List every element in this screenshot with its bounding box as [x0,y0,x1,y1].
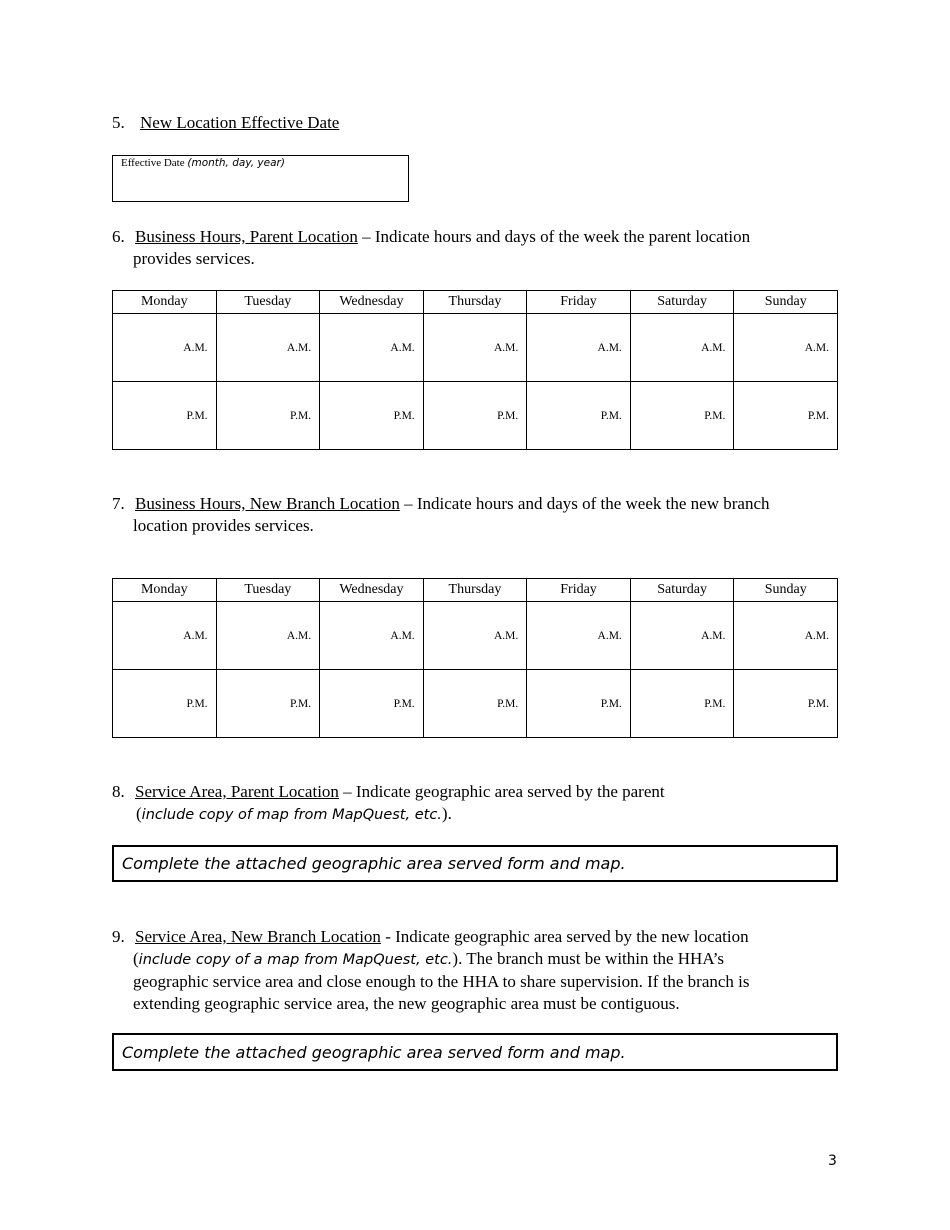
parent-am-wednesday[interactable]: A.M. [320,314,424,382]
parent-pm-saturday[interactable]: P.M. [630,382,734,450]
section-8-paren-open: ( [136,803,142,823]
parent-hours-pm-row [113,382,838,450]
branch-hours-pm-row [113,670,838,738]
section-9-text-line2 [112,948,852,972]
section-9-paren-open: ( [133,948,139,968]
section-8-map-note: include copy of map from MapQuest, etc. [141,806,442,823]
branch-hours-header-row [113,579,838,602]
branch-pm-saturday[interactable]: P.M. [630,670,734,738]
section-8-heading [112,781,852,826]
section-6-text-line2: provides services. [133,248,255,268]
branch-pm-wednesday[interactable]: P.M. [320,670,424,738]
parent-service-area-text: Complete the attached geographic area served form and map. [122,854,626,873]
section-9-map-note: include copy of a map from MapQuest, etc. [138,951,453,968]
parent-am-tuesday[interactable]: A.M. [216,314,320,382]
branch-pm-friday[interactable]: P.M. [527,670,631,738]
branch-service-area-text: Complete the attached geographic area served form and map. [122,1042,626,1062]
parent-hours-header-row [113,291,838,314]
section-7-title: Business Hours, New Branch Location [135,494,400,513]
parent-am-monday[interactable]: A.M. [113,314,217,382]
branch-day-saturday: Saturday [630,579,734,602]
branch-pm-thursday[interactable]: P.M. [423,670,527,738]
parent-am-sunday[interactable]: A.M. [734,314,838,382]
parent-day-friday: Friday [527,291,631,314]
branch-day-thursday: Thursday [423,579,527,602]
section-9-text-line1: - Indicate geographic area served by the new location [380,927,749,946]
section-9-text-line4: extending geographic service area, the new geographic area must be contiguous. [133,993,680,1013]
section-6-number: 6. [112,227,125,246]
parent-day-tuesday: Tuesday [216,291,320,314]
branch-pm-monday[interactable]: P.M. [113,670,217,738]
branch-am-tuesday[interactable]: A.M. [216,602,320,670]
branch-hours-table [112,578,838,738]
branch-pm-tuesday[interactable]: P.M. [216,670,320,738]
section-8-title: Service Area, Parent Location [135,782,339,801]
parent-day-wednesday: Wednesday [320,291,424,314]
branch-am-friday[interactable]: A.M. [527,602,631,670]
parent-hours-table [112,290,838,450]
branch-hours-am-row [113,602,838,670]
section-7-text-line2: location provides services. [133,515,314,535]
parent-am-friday[interactable]: A.M. [527,314,631,382]
section-8-text-line2 [112,803,852,827]
section-5-title: New Location Effective Date [140,113,340,132]
section-5-heading [112,112,339,134]
parent-pm-monday[interactable]: P.M. [113,382,217,450]
effective-date-hint: (month, day, year) [187,157,285,169]
section-9-title: Service Area, New Branch Location [135,927,381,946]
parent-am-thursday[interactable]: A.M. [423,314,527,382]
parent-am-saturday[interactable]: A.M. [630,314,734,382]
page-number: 3 [828,1153,837,1169]
branch-day-monday: Monday [113,579,217,602]
section-9-heading [112,926,852,1014]
branch-day-friday: Friday [527,579,631,602]
branch-am-saturday[interactable]: A.M. [630,602,734,670]
section-5-number: 5. [112,113,125,132]
branch-am-sunday[interactable]: A.M. [734,602,838,670]
section-8-text-line1: – Indicate geographic area served by the parent [338,782,665,801]
branch-am-monday[interactable]: A.M. [113,602,217,670]
section-6-text-line1: – Indicate hours and days of the week the parent location [357,227,751,246]
parent-pm-friday[interactable]: P.M. [527,382,631,450]
effective-date-label-text: Effective Date [121,157,185,169]
parent-pm-tuesday[interactable]: P.M. [216,382,320,450]
branch-day-wednesday: Wednesday [320,579,424,602]
section-7-number: 7. [112,494,125,513]
parent-day-monday: Monday [113,291,217,314]
parent-pm-sunday[interactable]: P.M. [734,382,838,450]
section-7-text-line1: – Indicate hours and days of the week the new branch [399,494,770,513]
effective-date-label [121,157,285,169]
parent-pm-thursday[interactable]: P.M. [423,382,527,450]
section-6-heading [112,226,852,269]
branch-day-sunday: Sunday [734,579,838,602]
section-9-number: 9. [112,927,125,946]
parent-day-thursday: Thursday [423,291,527,314]
section-9-line2-rest: ). The branch must be within the HHA’s [452,948,725,968]
branch-service-area-box[interactable] [112,1033,838,1071]
section-7-heading [112,493,852,536]
branch-am-wednesday[interactable]: A.M. [320,602,424,670]
parent-hours-am-row [113,314,838,382]
effective-date-field[interactable] [112,155,409,202]
branch-pm-sunday[interactable]: P.M. [734,670,838,738]
parent-day-sunday: Sunday [734,291,838,314]
section-9-text-line3: geographic service area and close enough to the HHA to share supervision. If the branch is [133,972,750,991]
parent-service-area-box[interactable] [112,845,838,882]
parent-pm-wednesday[interactable]: P.M. [320,382,424,450]
branch-day-tuesday: Tuesday [216,579,320,602]
section-8-number: 8. [112,782,125,801]
parent-day-saturday: Saturday [630,291,734,314]
section-6-title: Business Hours, Parent Location [135,227,358,246]
branch-am-thursday[interactable]: A.M. [423,602,527,670]
section-8-paren-close: ). [441,803,452,823]
